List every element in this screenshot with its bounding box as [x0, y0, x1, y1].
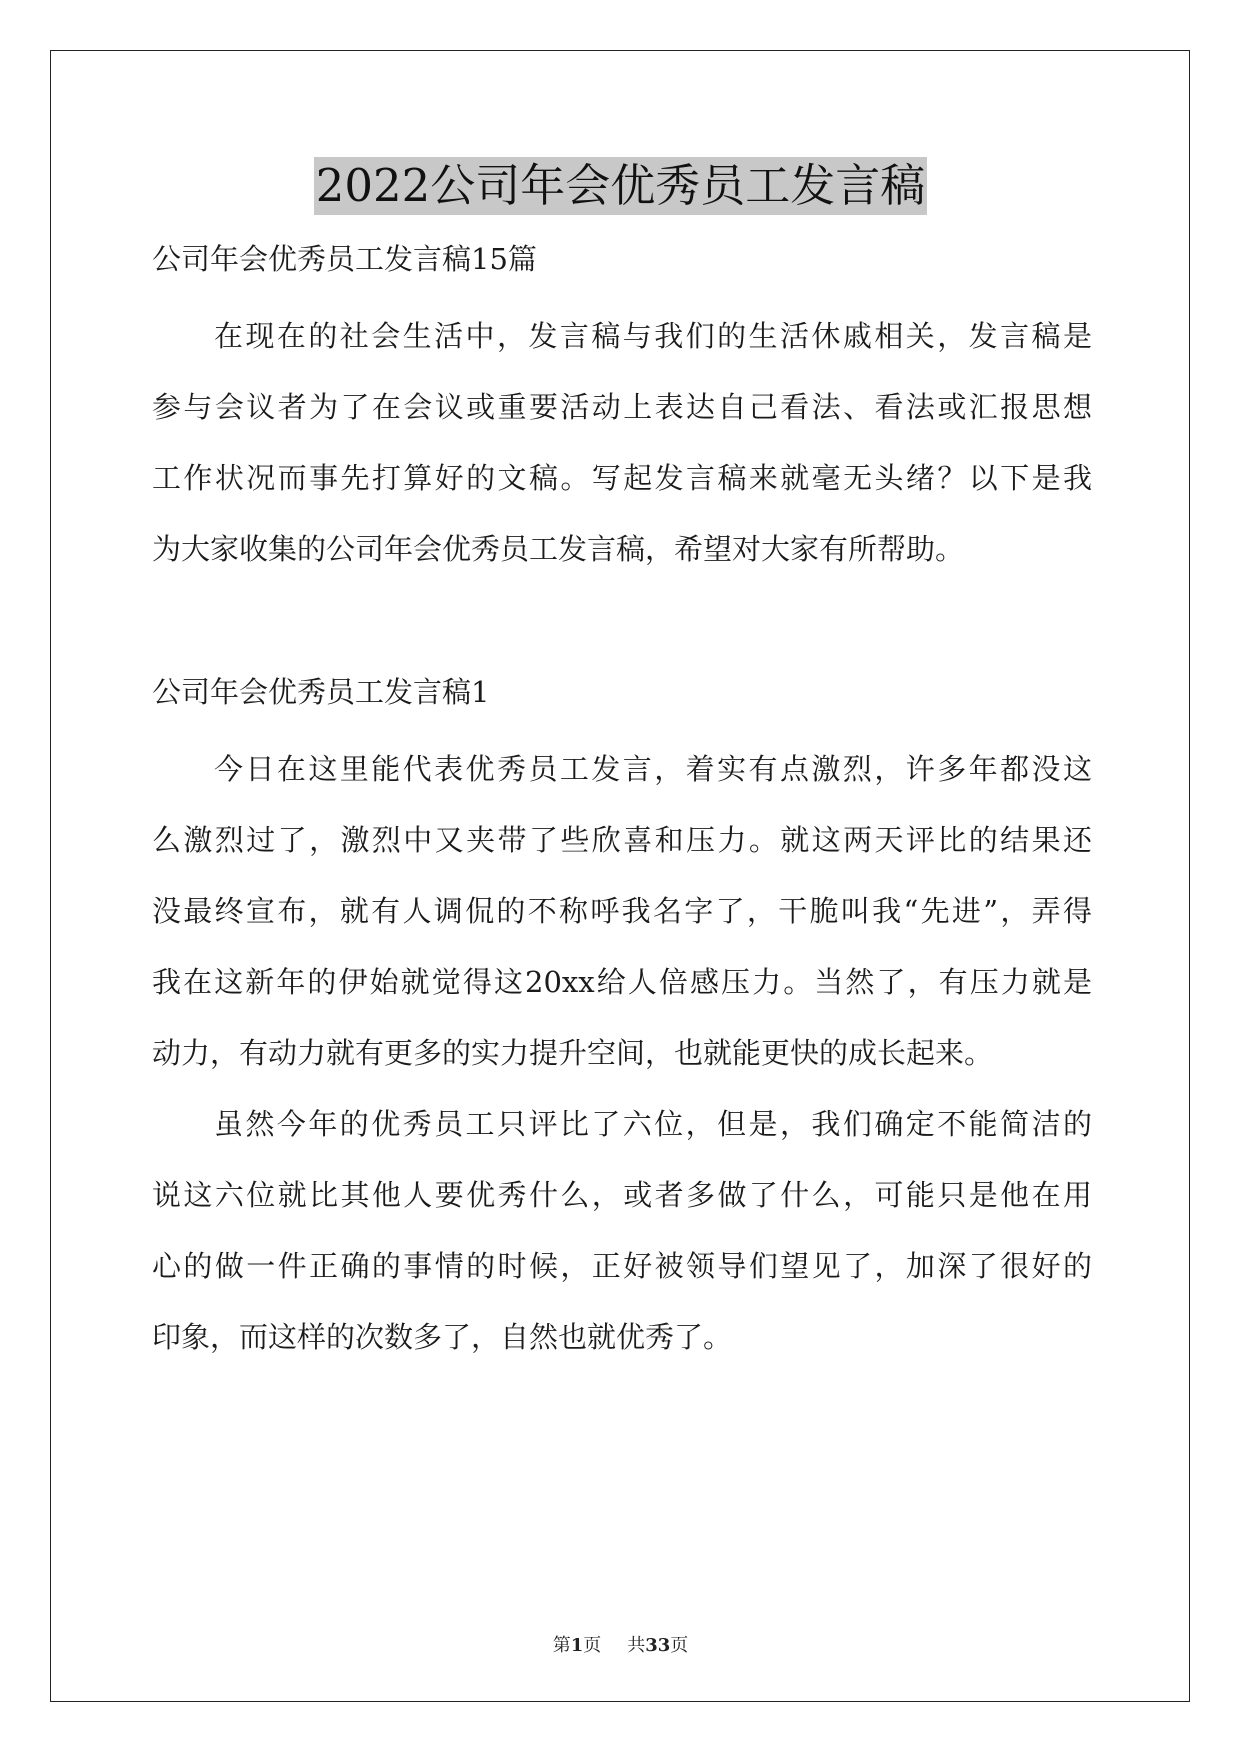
para2-line-3: 心的做一件正确的事情的时候，正好被领导们望见了，加深了很好的: [152, 1249, 1092, 1283]
para1-line-2: 么激烈过了，激烈中又夹带了些欣喜和压力。就这两天评比的结果还: [152, 823, 1092, 857]
page-prefix: 第: [552, 1635, 571, 1656]
total-suffix: 页: [670, 1635, 689, 1656]
intro-line-2: 参与会议者为了在会议或重要活动上表达自己看法、看法或汇报思想: [152, 390, 1092, 424]
page-number: 1: [570, 1635, 584, 1656]
para2-line-4: 印象，而这样的次数多了，自然也就优秀了。: [152, 1320, 733, 1354]
para1-line-4: 我在这新年的伊始就觉得这20xx给人倍感压力。当然了，有压力就是: [152, 965, 1092, 999]
para2-line-2: 说这六位就比其他人要优秀什么，或者多做了什么，可能只是他在用: [152, 1178, 1092, 1212]
total-pages: 33: [645, 1635, 671, 1656]
intro-line-1: 在现在的社会生活中，发言稿与我们的生活休戚相关，发言稿是: [214, 319, 1092, 353]
para2-line-1: 虽然今年的优秀员工只评比了六位，但是，我们确定不能简洁的: [214, 1107, 1092, 1141]
document-title: 2022公司年会优秀员工发言稿: [314, 157, 928, 215]
para1-line-5: 动力，有动力就有更多的实力提升空间，也就能更快的成长起来。: [152, 1036, 994, 1070]
para1-line-1: 今日在这里能代表优秀员工发言，着实有点激烈，许多年都没这: [214, 752, 1092, 786]
page-footer: [0, 1634, 1241, 1658]
page-suffix: 页: [583, 1635, 602, 1656]
intro-line-4: 为大家收集的公司年会优秀员工发言稿，希望对大家有所帮助。: [152, 532, 965, 566]
document-subtitle: 公司年会优秀员工发言稿15篇: [152, 242, 537, 276]
para1-line-3: 没最终宣布，就有人调侃的不称呼我名字了，干脆叫我“先进”，弄得: [152, 894, 1092, 928]
section-heading: 公司年会优秀员工发言稿1: [152, 675, 490, 709]
title-container: [0, 157, 1241, 215]
intro-line-3: 工作状况而事先打算好的文稿。写起发言稿来就毫无头绪？以下是我: [152, 461, 1092, 495]
total-prefix: 共: [627, 1635, 646, 1656]
page-border: [50, 50, 1190, 1702]
